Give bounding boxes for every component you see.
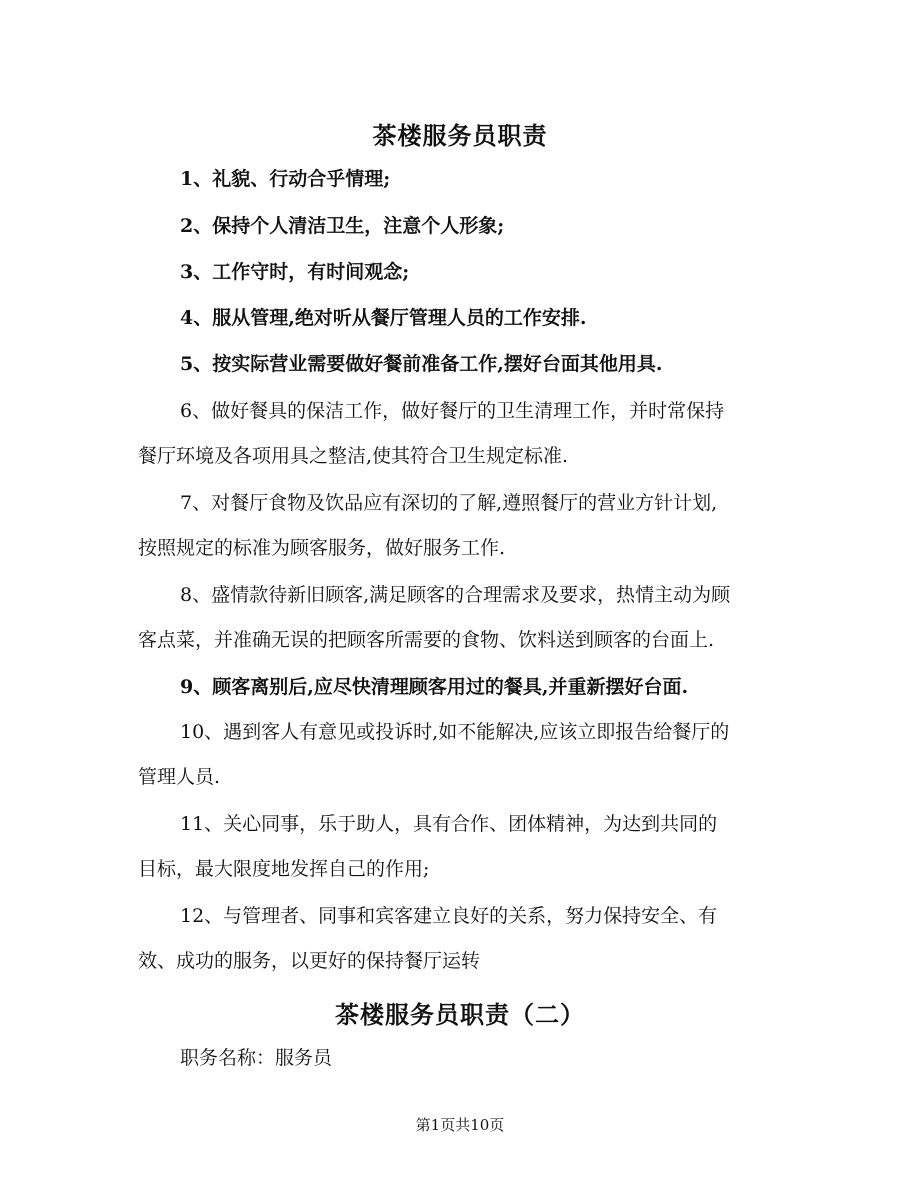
item-5-line-1: 5、按实际营业需要做好餐前准备工作,摆好台面其他用具. [180, 353, 663, 375]
section-2-title: 茶楼服务员职责（二） [335, 1000, 585, 1029]
item-1-line-1: 1、礼貌、行动合乎情理; [180, 168, 391, 190]
item-11-line-1: 11、关心同事，乐于助人，具有合作、团体精神，为达到共同的 [180, 813, 718, 835]
item-8-line-1: 8、盛情款待新旧顾客,满足顾客的合理需求及要求，热情主动为顾 [180, 584, 731, 606]
item-10-line-1: 10、遇到客人有意见或投诉时,如不能解决,应该立即报告给餐厅的 [180, 721, 730, 743]
item-11-line-2: 目标，最大限度地发挥自己的作用; [138, 858, 430, 880]
item-4-line-1: 4、服从管理,绝对听从餐厅管理人员的工作安排. [180, 307, 587, 329]
item-2-line-1: 2、保持个人清洁卫生，注意个人形象; [180, 215, 505, 237]
item-12-line-1: 12、与管理者、同事和宾客建立良好的关系，努力保持安全、有 [180, 905, 718, 927]
item-9-line-1: 9、顾客离别后,应尽快清理顾客用过的餐具,并重新摆好台面. [180, 676, 689, 698]
item-10-line-2: 管理人员. [138, 766, 221, 788]
item-7-line-1: 7、对餐厅食物及饮品应有深切的了解,遵照餐厅的营业方针计划, [180, 492, 718, 514]
item-3-line-1: 3、工作守时，有时间观念; [180, 261, 410, 283]
document-title: 茶楼服务员职责 [372, 121, 548, 150]
item-7-line-2: 按照规定的标准为顾客服务，做好服务工作. [138, 537, 506, 559]
item-6-line-1: 6、做好餐具的保洁工作，做好餐厅的卫生清理工作，并时常保持 [180, 400, 725, 422]
section-2-line-1: 职务名称：服务员 [180, 1047, 333, 1069]
item-6-line-2: 餐厅环境及各项用具之整洁,使其符合卫生规定标准. [138, 445, 569, 467]
page-number: 第1页共10页 [415, 1116, 505, 1134]
item-8-line-2: 客点菜，并准确无误的把顾客所需要的食物、饮料送到顾客的台面上. [138, 629, 715, 651]
item-12-line-2: 效、成功的服务，以更好的保持餐厅运转 [138, 950, 481, 972]
